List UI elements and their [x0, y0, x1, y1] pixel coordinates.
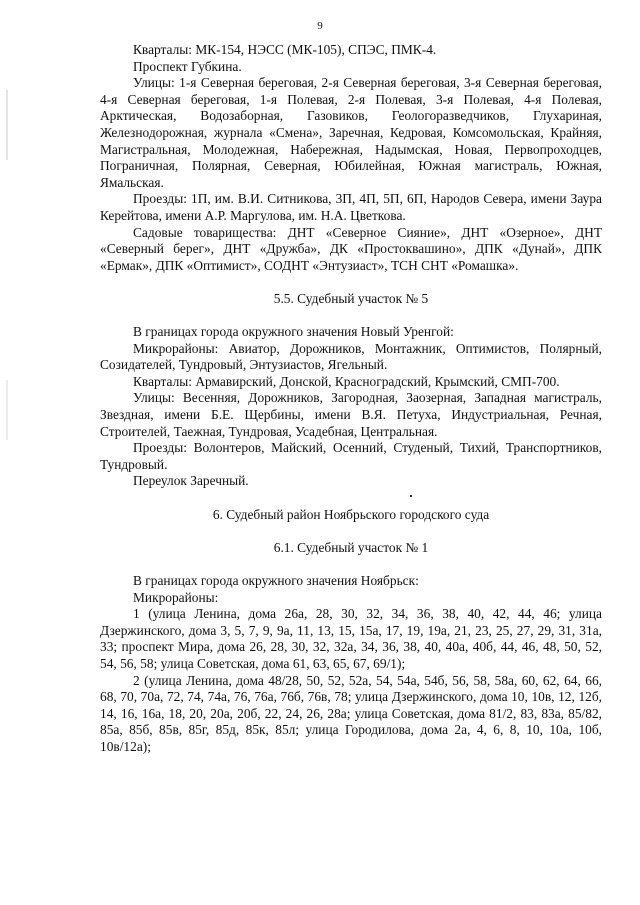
paragraph-ulitsy: Улицы: 1-я Северная береговая, 2-я Северная береговая, 3-я Северная береговая, 4-я Северная береговая, 1-я Полевая, 2-я Полевая, 3-я Полевая, 4-я Полевая, Арктическая, Водозаборная, Газовиков, Геологоразведчиков, Глухариная, Железнодорожная, журнала «Смена», Заречная, Кедровая, Комсомольская, Крайняя, Магистральная, Молодежная, Набережная, Надымская, Новая, Первопроходцев, Пограничная, Полярная, Северная, Юбилейная, Южная магистраль, Южная, Ямальская.: [100, 75, 602, 190]
paragraph-city-intro: В границах города окружного значения Ноябрьск:: [133, 573, 419, 588]
spacer: [100, 556, 602, 573]
binder-mark: [6, 380, 8, 440]
paragraph-sadovye: Садовые товарищества: ДНТ «Северное Сияние», ДНТ «Озерное», ДНТ «Северный берег», ДНТ «Дружба», ДК «Простоквашино», ДПК «Дунай», ДПК «Ермак», ДПК «Оптимист», СОДНТ «Энтузиаст», ТСН СНТ «Ромашка».: [100, 224, 602, 273]
paragraph-proezdy: Проезды: 1П, им. В.И. Ситникова, 3П, 4П, 5П, 6П, Народов Севера, имени Заура Керейтова, имени А.Р. Маргулова, им. Н.А. Цветкова.: [100, 191, 602, 223]
binder-mark: [6, 90, 8, 160]
paragraph-kvartaly: Кварталы: Армавирский, Донской, Красноградский, Крымский, СМП-700.: [133, 373, 560, 389]
paragraph-mikrorayon-1: 1 (улица Ленина, дома 26а, 28, 30, 32, 34, 36, 38, 40, 42, 44, 46; улица Дзержинского, дома 3, 5, 7, 9, 9а, 11, 13, 15, 15а, 17, 19, 19а, 21, 23, 25, 27, 29, 31, 31а, 33; проспект Мира, дома 26, 28, 30, 32, 32а, 34, 36, 38, 40, 40а, 40б, 44, 46, 48, 50, 52, 54, 56, 58; улица Советская, дома 61, 63, 65, 67, 69/1);: [100, 606, 602, 671]
spacer: [100, 523, 602, 540]
paragraph-mikrorayony-label: Микрорайоны:: [133, 589, 219, 605]
document-body: [100, 42, 602, 756]
section-heading-6: 6. Судебный район Ноябрьского городского суда: [212, 506, 490, 522]
section-heading-6-1: 6.1. Судебный участок № 1: [273, 539, 429, 555]
paragraph-city-intro: В границах города окружного значения Новый Уренгой:: [133, 324, 454, 340]
paragraph-mikrorayony: Микрорайоны: Авиатор, Дорожников, Монтажник, Оптимистов, Полярный, Созидателей, Тундровый, Энтузиастов, Ягельный.: [100, 340, 602, 373]
paragraph-prospekt: Проспект Губкина.: [133, 58, 242, 74]
spacer: [100, 490, 602, 507]
page-number: 9: [317, 20, 323, 32]
paragraph-pereulok: Переулок Заречный.: [133, 473, 249, 489]
scan-speck: [410, 495, 412, 497]
paragraph-kvartaly: Кварталы: МК-154, НЭСС (МК-105), СПЭС, ПМК-4.: [133, 42, 437, 57]
paragraph-proezdy: Проезды: Волонтеров, Майский, Осенний, Студеный, Тихий, Транспортников, Тундровый.: [100, 440, 602, 472]
paragraph-mikrorayon-2: 2 (улица Ленина, дома 48/28, 50, 52, 52а, 54, 54а, 54б, 56, 58, 58а, 60, 62, 64, 66, 68, 70, 70а, 72, 74, 74а, 76, 76а, 76б, 76в, 78; улица Дзержинского, дома 10, 10в, 12, 12б, 14, 16, 16а, 18, 20, 20а, 20б, 22, 24, 26, 28а; улица Советская, дома 81/2, 83, 83а, 85/82, 85а, 85б, 85в, 85г, 85д, 85к, 85л; улица Городилова, дома 2а, 4, 6, 8, 10, 10а, 10б, 10в/12а);: [100, 672, 602, 754]
section-heading-5-5: 5.5. Судебный участок № 5: [273, 290, 429, 306]
paragraph-ulitsy: Улицы: Весенняя, Дорожников, Загородная, Заозерная, Западная магистраль, Звездная, имени Б.Е. Щербины, имени В.Я. Петуха, Индустриальная, Речная, Строителей, Таежная, Тундровая, Усадебная, Центральная.: [100, 390, 602, 439]
spacer: [100, 274, 602, 291]
spacer: [100, 308, 602, 325]
